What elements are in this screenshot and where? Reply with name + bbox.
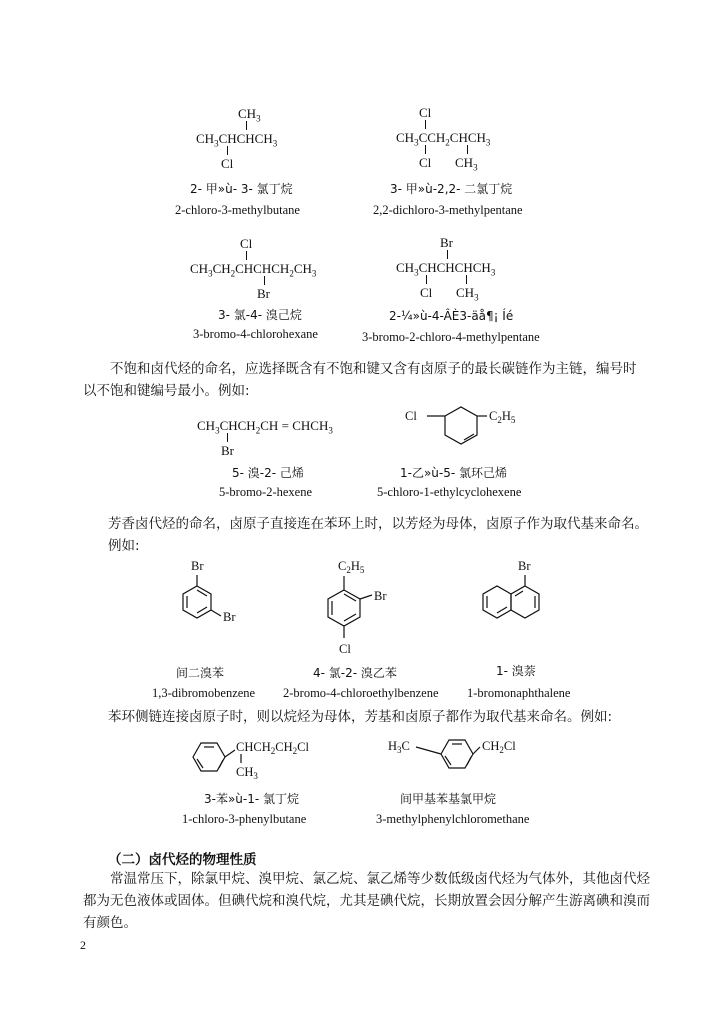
c6-en-name: 5-chloro-1-ethylcyclohexene: [377, 485, 522, 499]
c3-cn-name: 3- 氯-4- 溴己烷: [218, 308, 302, 322]
c5-bottom-sub: Br: [221, 443, 234, 458]
bond: [425, 120, 426, 129]
c10-structure: [190, 733, 340, 783]
bond: [467, 145, 468, 154]
c4-top-sub: Br: [440, 235, 453, 250]
bond: [264, 276, 265, 285]
section-title: （二）卤代烃的物理性质: [108, 852, 257, 868]
c10-en-name: 1-chloro-3-phenylbutane: [182, 812, 307, 826]
c7-en-name: 1,3-dibromobenzene: [152, 686, 256, 700]
c4-main-chain: $CH_3CHCHCHCH_3$: [396, 260, 496, 278]
paragraph-unsaturated: 不饱和卤代烃的命名，应选择既含有不饱和键又含有卤原子的最长碳链作为主链，编号时以不饱和键编号最小。例如:: [83, 361, 637, 399]
c5-cn-name: 5- 溴-2- 己烯: [232, 466, 304, 480]
c11-en-name: 3-methylphenylchloromethane: [376, 812, 530, 826]
c3-top-sub: Cl: [240, 236, 253, 251]
c8-cn-name: 4- 氯-2- 溴乙苯: [313, 666, 397, 680]
c2-bottom-sub-1: Cl: [419, 155, 432, 170]
c1-top-sub: $CH_3$: [238, 106, 261, 124]
c3-main-chain: $CH_3CH_2CHCHCH_2CH_3$: [190, 261, 317, 279]
paragraph-side-chain: 苯环侧链连接卤原子时，则以烷烃为母体，芳基和卤原子都作为取代基来命名。例如:: [108, 709, 613, 725]
c11-cn-name: 间甲基苯基氯甲烷: [400, 792, 497, 806]
c3-en-name: 3-bromo-4-chlorohexane: [193, 327, 318, 341]
bond: [426, 275, 427, 284]
c4-bottom-sub-1: Cl: [420, 285, 433, 300]
c10-cn-name: 3-苯»ù-1- 氯丁烷: [204, 792, 300, 806]
c8-right-sub: Br: [374, 589, 387, 603]
cyclohexene-ring: [445, 407, 477, 444]
c1-bottom-sub: Cl: [221, 156, 234, 171]
c10-chain: $CHCH_2CH_2Cl$: [236, 740, 309, 756]
bond: [227, 146, 228, 155]
c1-main-chain: $CH_3CHCHCH_3$: [196, 131, 278, 149]
c2-top-sub: Cl: [419, 105, 432, 120]
c5-main-chain: $CH_3CHCH_2CH$ = $CHCH_3$: [197, 418, 333, 436]
bond: [466, 275, 467, 284]
paragraph-aromatic: 芳香卤代烃的命名，卤原子直接连在苯环上时，以芳烃为母体，卤原子作为取代基来命名。例如:: [108, 516, 648, 554]
c7-cn-name: 间二溴苯: [176, 666, 225, 680]
page-number: 2: [80, 938, 86, 952]
c10-sub: $CH_3$: [236, 765, 258, 781]
bond: [425, 145, 426, 154]
c1-en-name: 2-chloro-3-methylbutane: [175, 203, 300, 217]
c9-cn-name: 1- 溴萘: [496, 664, 536, 678]
c6-right-sub: $C_2H_5$: [489, 409, 516, 425]
paragraph-physical-properties: 常温常压下，除氯甲烷、溴甲烷、氯乙烷、氯乙烯等少数低级卤代烃为气体外，其他卤代烃都为无色液体或固体。但碘代烷和溴代烷，尤其是碘代烷，长期放置会因分解产生游离碘和溴而有颜色。: [83, 871, 650, 931]
bond: [447, 250, 448, 259]
c7-structure: [170, 555, 260, 630]
c1-cn-name: 2- 甲»ù- 3- 氯丁烷: [190, 182, 293, 196]
c4-bottom-sub-2: $CH_3$: [456, 285, 479, 303]
c3-bottom-sub: Br: [257, 286, 270, 301]
bond: [246, 251, 247, 260]
c2-cn-name: 3- 甲»ù-2,2- 二氯丁烷: [390, 182, 513, 196]
c11-left-sub: $H_3C$: [388, 739, 410, 755]
c4-en-name: 3-bromo-2-chloro-4-methylpentane: [362, 330, 540, 344]
c8-structure: [310, 555, 420, 660]
c8-en-name: 2-bromo-4-chloroethylbenzene: [283, 686, 439, 700]
c6-cn-name: 1-乙»ù-5- 氯环己烯: [400, 466, 508, 480]
bond: [246, 121, 247, 130]
c6-left-sub: Cl: [405, 409, 417, 423]
c9-en-name: 1-bromonaphthalene: [467, 686, 571, 700]
c11-structure: [388, 732, 548, 782]
c7-sub-2: Br: [223, 610, 236, 624]
c8-bottom-sub: Cl: [339, 642, 351, 656]
c5-en-name: 5-bromo-2-hexene: [219, 485, 313, 499]
c7-sub-1: Br: [191, 559, 204, 573]
c6-structure: [405, 405, 525, 455]
c2-bottom-sub-2: $CH_3$: [455, 155, 478, 173]
c9-top-sub: Br: [518, 559, 531, 573]
c2-en-name: 2,2-dichloro-3-methylpentane: [373, 203, 523, 217]
c8-top-sub: $C_2H_5$: [338, 559, 365, 575]
c2-main-chain: $CH_3CCH_2CHCH_3$: [396, 130, 491, 148]
c9-structure: [470, 555, 570, 630]
bond: [227, 433, 228, 442]
c4-cn-name: 2-¼»ù-4-ÂÈ3-äå¶¡ Íé: [389, 309, 514, 323]
c11-right-sub: $CH_2Cl$: [482, 739, 516, 755]
